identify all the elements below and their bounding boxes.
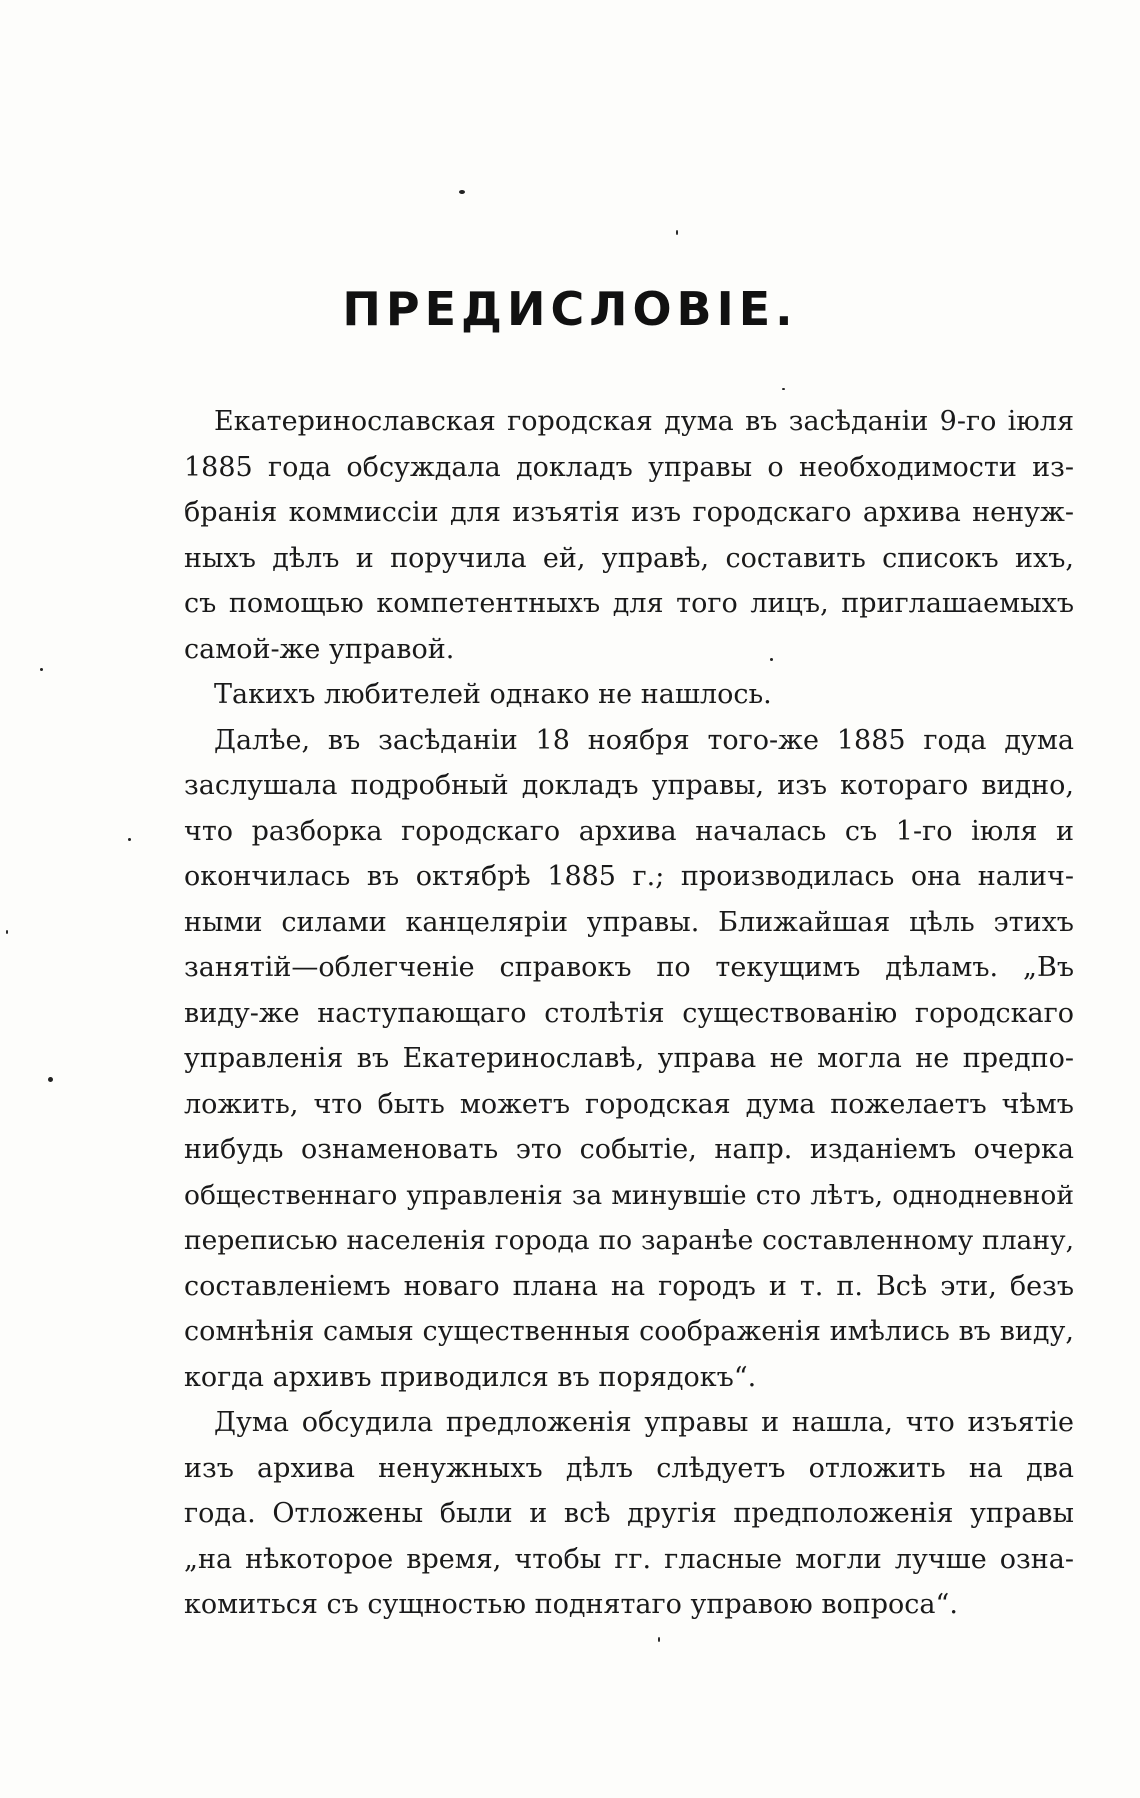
- text-line: самой-же управой.: [184, 634, 455, 665]
- text-line: виду-же наступающаго столѣтія существованію городскаго: [184, 998, 1074, 1029]
- text-line: ложить, что быть можетъ городская дума пожелаетъ чѣмъ: [184, 1089, 1074, 1120]
- text-line: общественнаго управленія за минувшіе сто лѣтъ, однодневной: [184, 1180, 1074, 1211]
- text-line: нибудь ознаменовать это событіе, напр. изданіемъ очерка: [184, 1134, 1074, 1165]
- text-line: ныхъ дѣлъ и поручила ей, управѣ, составить списокъ ихъ,: [184, 543, 1074, 574]
- text-line: Такихъ любителей однако не нашлось.: [214, 679, 772, 710]
- text-line: Далѣе, въ засѣданіи 18 ноября того-же 1885 года дума: [214, 725, 1074, 756]
- text-line: Дума обсудила предложенія управы и нашла, что изъятіе: [214, 1407, 1074, 1438]
- print-speck: [782, 388, 785, 390]
- text-line: ными силами канцеляріи управы. Ближайшая цѣль этихъ: [184, 907, 1074, 938]
- text-line: сомнѣнія самыя существенныя соображенія имѣлись въ виду,: [184, 1316, 1074, 1347]
- print-speck: [128, 838, 131, 841]
- print-speck: [658, 1637, 660, 1642]
- page-title: ПРЕДИСЛОВІЕ.: [342, 282, 798, 336]
- print-speck: [676, 230, 678, 235]
- text-line: окончилась въ октябрѣ 1885 г.; производилась она налич-: [184, 861, 1074, 892]
- text-line: года. Отложены были и всѣ другія предположенія управы: [184, 1498, 1074, 1529]
- text-line: бранія коммиссіи для изъятія изъ городскаго архива ненуж-: [184, 497, 1074, 528]
- text-line: когда архивъ приводился въ порядокъ“.: [184, 1362, 757, 1393]
- print-speck: [459, 190, 465, 194]
- print-speck: [40, 668, 43, 671]
- print-speck: [48, 1077, 53, 1082]
- print-speck: [6, 930, 8, 934]
- text-line: Екатеринославская городская дума въ засѣданіи 9-го іюля: [214, 406, 1074, 437]
- text-line: управленія въ Екатеринославѣ, управа не могла не предпо-: [184, 1043, 1074, 1074]
- text-line: 1885 года обсуждала докладъ управы о необходимости из-: [184, 452, 1074, 483]
- text-line: изъ архива ненужныхъ дѣлъ слѣдуетъ отложить на два: [184, 1453, 1074, 1484]
- text-line: занятій—облегченіе справокъ по текущимъ дѣламъ. „Въ: [184, 952, 1074, 983]
- text-line: съ помощью компетентныхъ для того лицъ, приглашаемыхъ: [184, 588, 1074, 619]
- text-line: что разборка городскаго архива началась съ 1-го іюля и: [184, 816, 1074, 847]
- text-line: составленіемъ новаго плана на городъ и т. п. Всѣ эти, безъ: [184, 1271, 1074, 1302]
- text-line: переписью населенія города по заранѣе составленному плану,: [184, 1225, 1074, 1256]
- text-line: „на нѣкоторое время, чтобы гг. гласные могли лучше озна-: [184, 1544, 1074, 1575]
- text-line: заслушала подробный докладъ управы, изъ котораго видно,: [184, 770, 1074, 801]
- text-line: комиться съ сущностью поднятаго управою вопроса“.: [184, 1589, 958, 1620]
